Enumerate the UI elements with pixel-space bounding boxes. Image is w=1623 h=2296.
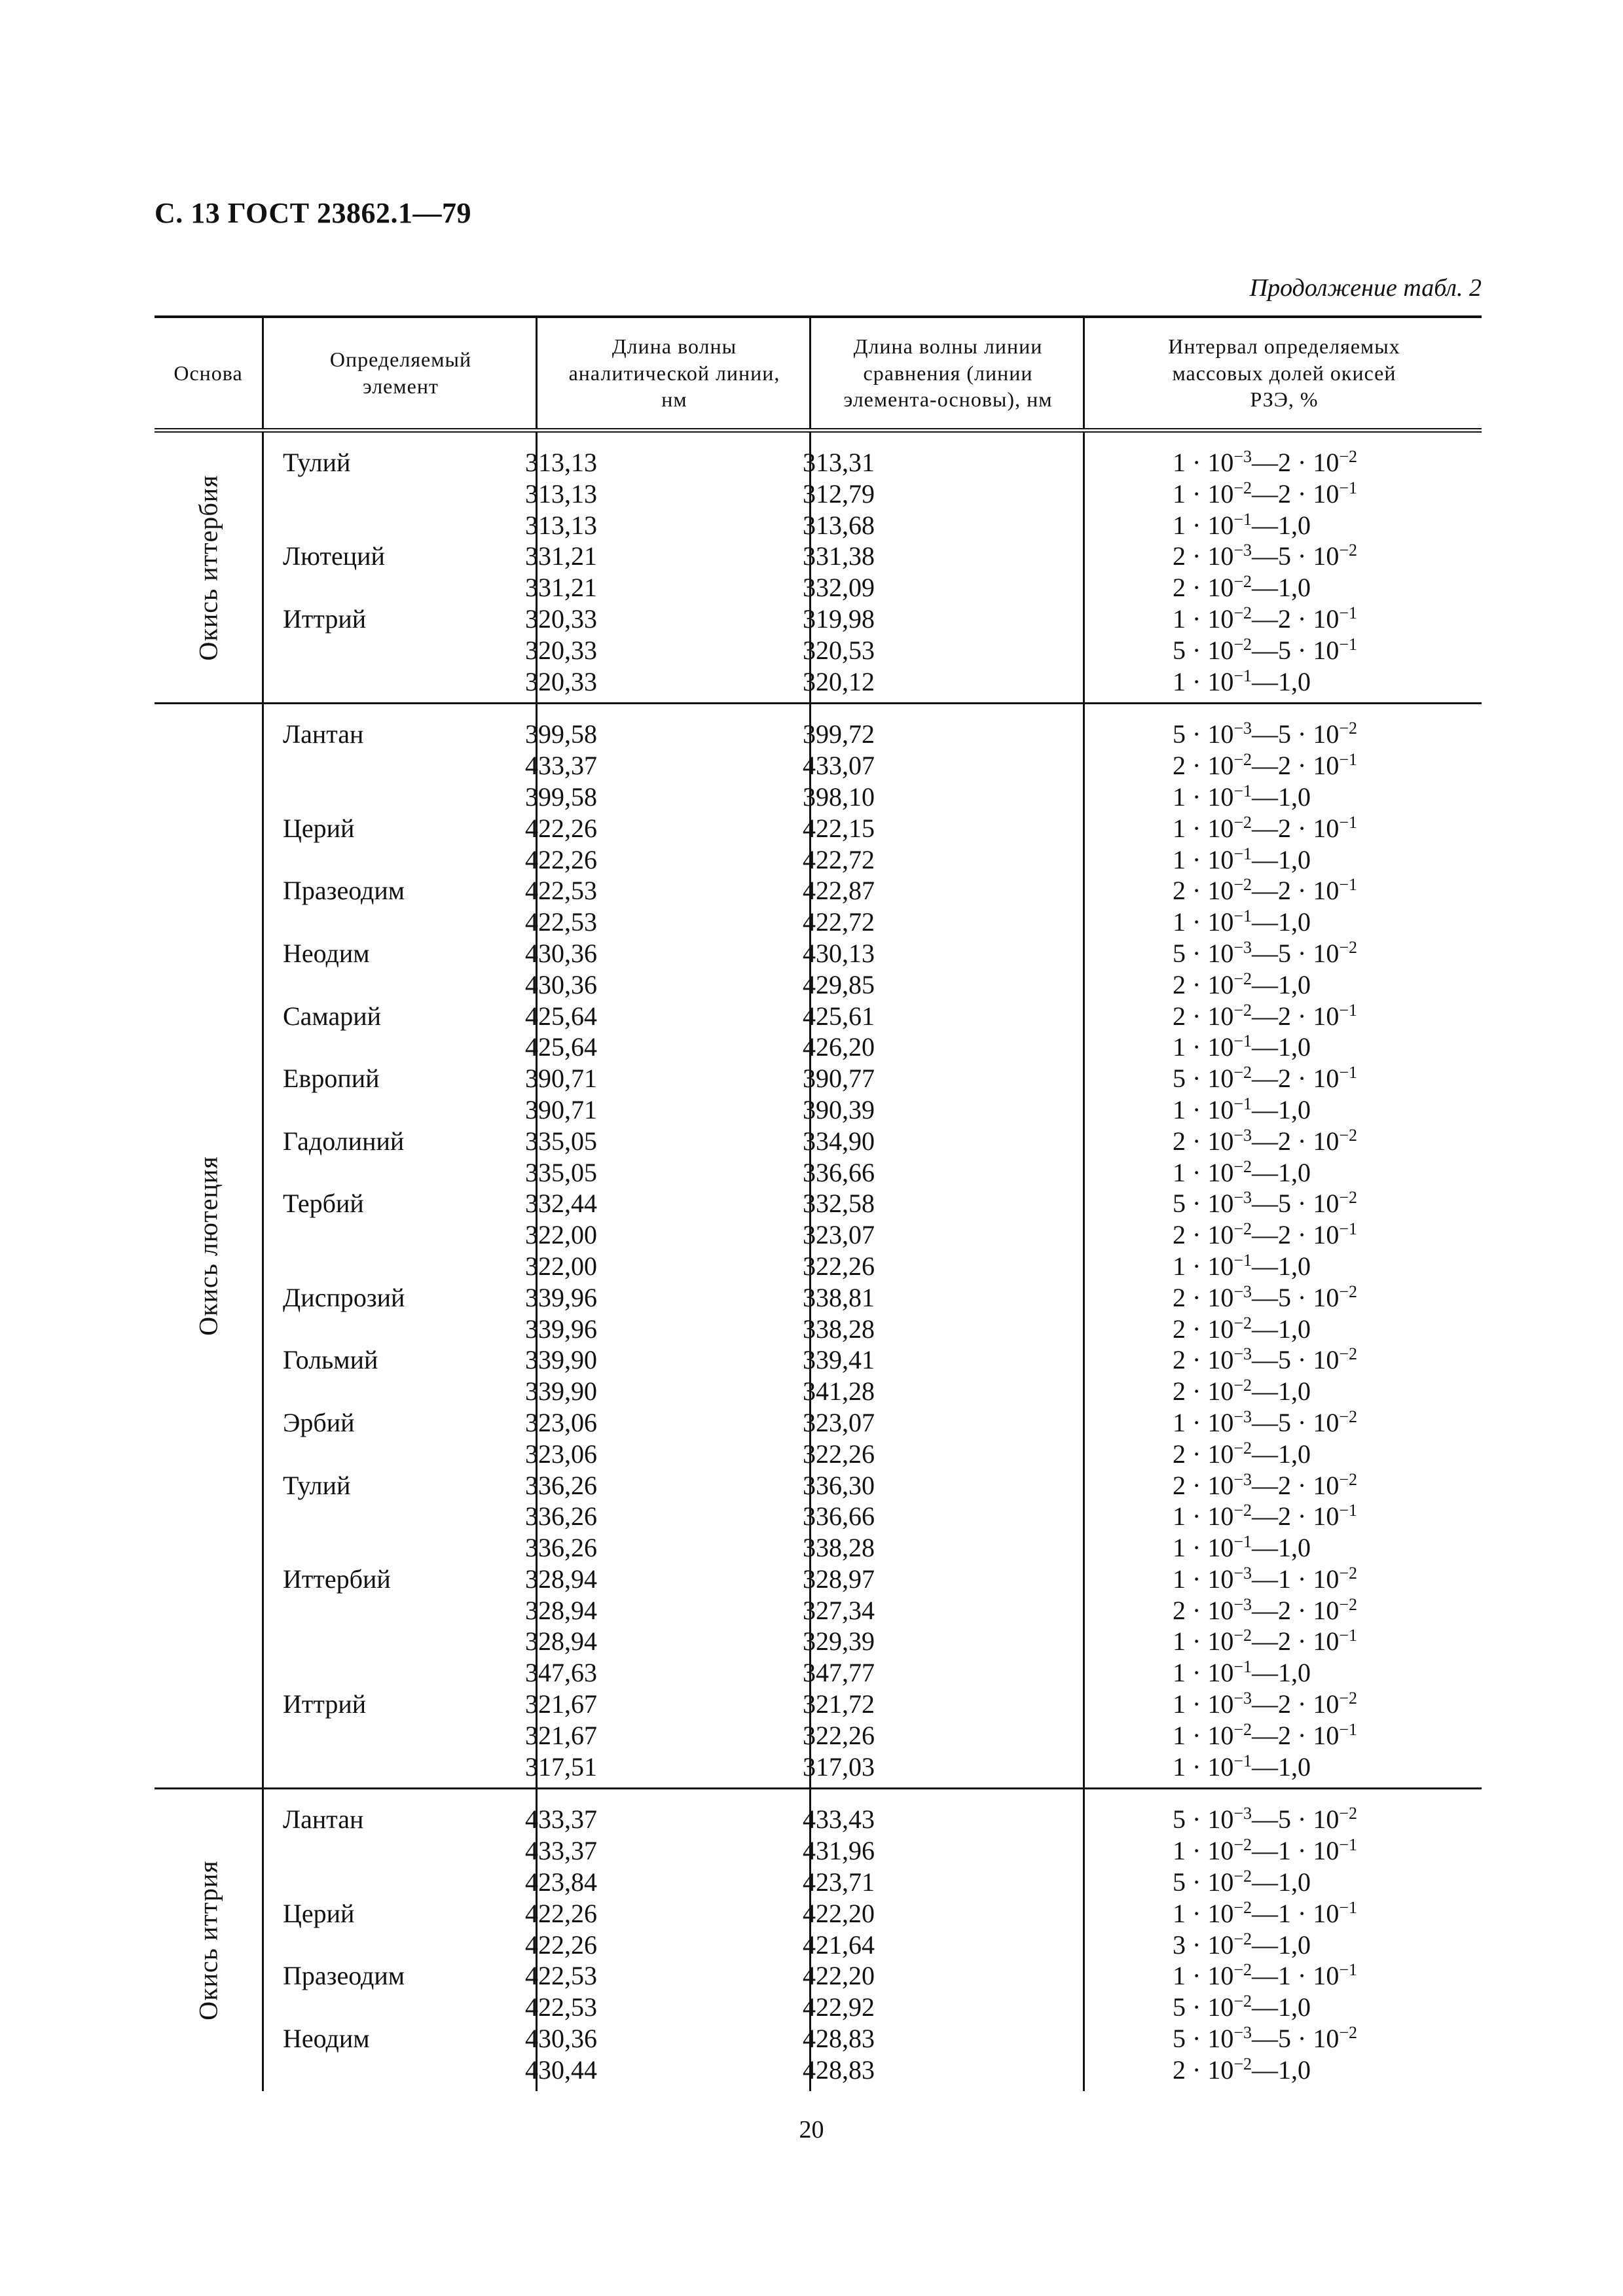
table-row (155, 938, 1482, 969)
interval-cell: $2 \cdot 10^{-2}—2 \cdot 10^{-1}$ (1173, 750, 1357, 781)
base-label-text: Окись лютеция (193, 1156, 223, 1336)
analytical-wavelength-cell: 323,06 (525, 1407, 597, 1437)
comparison-wavelength-cell: 322,26 (803, 1720, 875, 1750)
comparison-wavelength-cell: 336,66 (803, 1501, 875, 1532)
analytical-wavelength-cell: 422,53 (525, 876, 597, 906)
interval-cell: $1 \cdot 10^{-1}—1,0$ (1173, 1751, 1311, 1782)
comparison-wavelength-cell: 338,28 (803, 1533, 875, 1563)
comparison-wavelength-cell: 329,39 (803, 1626, 875, 1657)
interval-cell: $1 \cdot 10^{-2}—2 \cdot 10^{-1}$ (1173, 1626, 1357, 1657)
table-row (155, 1251, 1482, 1282)
comparison-wavelength-cell: 331,38 (803, 541, 875, 571)
comparison-wavelength-cell: 320,53 (803, 635, 875, 665)
analytical-wavelength-cell: 422,53 (525, 907, 597, 937)
table-row (155, 1407, 1482, 1439)
interval-cell: $2 \cdot 10^{-3}—5 \cdot 10^{-2}$ (1173, 1344, 1357, 1375)
interval-cell: $2 \cdot 10^{-2}—1,0$ (1173, 572, 1311, 603)
table-row (155, 541, 1482, 572)
interval-cell: $2 \cdot 10^{-2}—1,0$ (1173, 1313, 1311, 1344)
interval-cell: $1 \cdot 10^{-2}—1 \cdot 10^{-1}$ (1173, 1835, 1357, 1866)
element-cell: Неодим (283, 2024, 370, 2054)
table-row (155, 510, 1482, 541)
interval-cell: $1 \cdot 10^{-2}—2 \cdot 10^{-1}$ (1173, 1719, 1357, 1750)
table-row (155, 572, 1482, 603)
analytical-wavelength-cell: 430,44 (525, 2054, 597, 2085)
comparison-wavelength-cell: 327,34 (803, 1595, 875, 1625)
comparison-wavelength-cell: 336,66 (803, 1157, 875, 1187)
analytical-wavelength-cell: 430,36 (525, 2024, 597, 2054)
comparison-wavelength-cell: 322,26 (803, 1251, 875, 1281)
analytical-wavelength-cell: 422,53 (525, 1992, 597, 2022)
table-row (155, 1094, 1482, 1126)
analytical-wavelength-cell: 423,84 (525, 1867, 597, 1897)
comparison-wavelength-cell: 336,30 (803, 1470, 875, 1500)
comparison-wavelength-cell: 399,72 (803, 719, 875, 749)
table-row (155, 1751, 1482, 1783)
comparison-wavelength-cell: 319,98 (803, 603, 875, 634)
comparison-wavelength-cell: 431,96 (803, 1836, 875, 1866)
analytical-wavelength-cell: 430,36 (525, 938, 597, 968)
table-section (155, 704, 1482, 1789)
analytical-wavelength-cell: 328,94 (525, 1626, 597, 1657)
column-header-interval: Интервал определяемых массовых долей окисей РЗЭ, % (1083, 318, 1484, 428)
interval-cell: $2 \cdot 10^{-2}—2 \cdot 10^{-1}$ (1173, 1000, 1357, 1031)
interval-cell: $5 \cdot 10^{-3}—5 \cdot 10^{-2}$ (1173, 1188, 1357, 1219)
column-header-analytical-wavelength: Длина волны аналитической линии, нм (536, 318, 811, 428)
comparison-wavelength-cell: 338,28 (803, 1314, 875, 1344)
comparison-wavelength-cell: 332,58 (803, 1189, 875, 1219)
table-row (155, 1867, 1482, 1898)
analytical-wavelength-cell: 331,21 (525, 541, 597, 571)
analytical-wavelength-cell: 323,06 (525, 1439, 597, 1469)
interval-cell: $1 \cdot 10^{-2}—1,0$ (1173, 1157, 1311, 1187)
table-row (155, 1720, 1482, 1751)
interval-cell: $1 \cdot 10^{-2}—2 \cdot 10^{-1}$ (1173, 812, 1357, 843)
analytical-wavelength-cell: 322,00 (525, 1220, 597, 1250)
interval-cell: $1 \cdot 10^{-1}—1,0$ (1173, 1031, 1311, 1062)
analytical-wavelength-cell: 313,13 (525, 510, 597, 540)
element-cell: Тербий (283, 1189, 364, 1219)
analytical-wavelength-cell: 347,63 (525, 1658, 597, 1688)
analytical-wavelength-cell: 399,58 (525, 781, 597, 812)
comparison-wavelength-cell: 428,83 (803, 2024, 875, 2054)
table-section (155, 433, 1482, 704)
interval-cell: $1 \cdot 10^{-1}—1,0$ (1173, 1532, 1311, 1563)
analytical-wavelength-cell: 339,96 (525, 1282, 597, 1312)
interval-cell: $2 \cdot 10^{-2}—2 \cdot 10^{-1}$ (1173, 875, 1357, 906)
base-label-text: Окись иттербия (193, 475, 223, 661)
table-row (155, 1376, 1482, 1407)
analytical-wavelength-cell: 320,33 (525, 603, 597, 634)
comparison-wavelength-cell: 423,71 (803, 1867, 875, 1897)
element-cell: Диспрозий (283, 1282, 405, 1312)
comparison-wavelength-cell: 313,31 (803, 448, 875, 477)
table-row (155, 1126, 1482, 1157)
comparison-wavelength-cell: 422,87 (803, 876, 875, 906)
analytical-wavelength-cell: 339,96 (525, 1314, 597, 1344)
table-row (155, 1344, 1482, 1376)
interval-cell: $1 \cdot 10^{-1}—1,0$ (1173, 906, 1311, 937)
comparison-wavelength-cell: 429,85 (803, 969, 875, 999)
comparison-wavelength-cell: 430,13 (803, 938, 875, 968)
table-row (155, 2023, 1482, 2054)
interval-cell: $1 \cdot 10^{-2}—1 \cdot 10^{-1}$ (1173, 1960, 1357, 1991)
element-cell: Иттрий (283, 1689, 367, 1719)
element-cell: Празеодим (283, 876, 405, 906)
comparison-wavelength-cell: 321,72 (803, 1689, 875, 1719)
interval-cell: $1 \cdot 10^{-1}—1,0$ (1173, 1250, 1311, 1281)
analytical-wavelength-cell: 399,58 (525, 719, 597, 749)
data-table (155, 315, 1482, 2091)
interval-cell: $1 \cdot 10^{-1}—1,0$ (1173, 781, 1311, 812)
base-label-text: Окись иттрия (193, 1860, 223, 2020)
interval-cell: $2 \cdot 10^{-3}—2 \cdot 10^{-2}$ (1173, 1469, 1357, 1500)
comparison-wavelength-cell: 422,72 (803, 907, 875, 937)
comparison-wavelength-cell: 398,10 (803, 781, 875, 812)
analytical-wavelength-cell: 328,94 (525, 1595, 597, 1625)
comparison-wavelength-cell: 422,72 (803, 844, 875, 874)
interval-cell: $1 \cdot 10^{-2}—2 \cdot 10^{-1}$ (1173, 603, 1357, 634)
table-row (155, 1532, 1482, 1564)
column-header-base: Основа (173, 361, 243, 385)
interval-cell: $5 \cdot 10^{-3}—5 \cdot 10^{-2}$ (1173, 937, 1357, 968)
table-row (155, 1157, 1482, 1189)
table-row (155, 1188, 1482, 1219)
element-cell: Гадолиний (283, 1126, 405, 1156)
table-row (155, 1689, 1482, 1720)
table-row (155, 1501, 1482, 1532)
element-cell: Церий (283, 1898, 355, 1928)
analytical-wavelength-cell: 320,33 (525, 666, 597, 696)
table-row (155, 1835, 1482, 1867)
element-cell: Лантан (283, 719, 364, 749)
comparison-wavelength-cell: 322,26 (803, 1439, 875, 1469)
table-row (155, 478, 1482, 510)
table-row (155, 666, 1482, 698)
table-header (155, 315, 1482, 433)
element-cell: Гольмий (283, 1345, 378, 1375)
table-row (155, 1657, 1482, 1689)
page-header: С. 13 ГОСТ 23862.1—79 (155, 197, 472, 229)
analytical-wavelength-cell: 422,53 (525, 1961, 597, 1991)
interval-cell: $5 \cdot 10^{-3}—5 \cdot 10^{-2}$ (1173, 2023, 1357, 2054)
analytical-wavelength-cell: 422,26 (525, 844, 597, 874)
analytical-wavelength-cell: 317,51 (525, 1751, 597, 1782)
table-row (155, 1063, 1482, 1094)
element-cell: Неодим (283, 938, 370, 968)
table-row (155, 750, 1482, 781)
analytical-wavelength-cell: 430,36 (525, 969, 597, 999)
element-cell: Самарий (283, 1001, 382, 1031)
table-row (155, 1470, 1482, 1501)
comparison-wavelength-cell: 334,90 (803, 1126, 875, 1156)
interval-cell: $2 \cdot 10^{-3}—2 \cdot 10^{-2}$ (1173, 1594, 1357, 1625)
analytical-wavelength-cell: 422,26 (525, 1929, 597, 1960)
interval-cell: $2 \cdot 10^{-2}—2 \cdot 10^{-1}$ (1173, 1219, 1357, 1250)
element-cell: Церий (283, 813, 355, 843)
table-row (155, 1804, 1482, 1835)
table-row (155, 1564, 1482, 1595)
table-row (155, 603, 1482, 635)
table-row (155, 635, 1482, 666)
interval-cell: $5 \cdot 10^{-2}—5 \cdot 10^{-1}$ (1173, 634, 1357, 665)
element-cell: Лютеций (283, 541, 385, 571)
comparison-wavelength-cell: 328,97 (803, 1564, 875, 1594)
analytical-wavelength-cell: 321,67 (525, 1720, 597, 1750)
interval-cell: $1 \cdot 10^{-2}—1 \cdot 10^{-1}$ (1173, 1897, 1357, 1928)
element-cell: Лантан (283, 1804, 364, 1835)
interval-cell: $5 \cdot 10^{-2}—2 \cdot 10^{-1}$ (1173, 1063, 1357, 1094)
table-section (155, 1789, 1482, 2090)
analytical-wavelength-cell: 321,67 (525, 1689, 597, 1719)
comparison-wavelength-cell: 312,79 (803, 478, 875, 509)
analytical-wavelength-cell: 322,00 (525, 1251, 597, 1281)
table-row (155, 1219, 1482, 1251)
comparison-wavelength-cell: 338,81 (803, 1282, 875, 1312)
analytical-wavelength-cell: 336,26 (525, 1470, 597, 1500)
interval-cell: $3 \cdot 10^{-2}—1,0$ (1173, 1929, 1311, 1960)
interval-cell: $5 \cdot 10^{-3}—5 \cdot 10^{-2}$ (1173, 1804, 1357, 1835)
comparison-wavelength-cell: 390,77 (803, 1064, 875, 1094)
comparison-wavelength-cell: 421,64 (803, 1929, 875, 1960)
analytical-wavelength-cell: 336,26 (525, 1533, 597, 1563)
analytical-wavelength-cell: 339,90 (525, 1376, 597, 1407)
interval-cell: $2 \cdot 10^{-2}—1,0$ (1173, 2054, 1311, 2085)
interval-cell: $1 \cdot 10^{-1}—1,0$ (1173, 844, 1311, 874)
interval-cell: $2 \cdot 10^{-2}—1,0$ (1173, 969, 1311, 999)
analytical-wavelength-cell: 320,33 (525, 635, 597, 665)
comparison-wavelength-cell: 313,68 (803, 510, 875, 540)
analytical-wavelength-cell: 313,13 (525, 478, 597, 509)
interval-cell: $1 \cdot 10^{-1}—1,0$ (1173, 1657, 1311, 1688)
comparison-wavelength-cell: 323,07 (803, 1220, 875, 1250)
analytical-wavelength-cell: 313,13 (525, 448, 597, 477)
table-row (155, 1282, 1482, 1314)
analytical-wavelength-cell: 433,37 (525, 751, 597, 781)
table-row (155, 844, 1482, 876)
analytical-wavelength-cell: 425,64 (525, 1032, 597, 1062)
analytical-wavelength-cell: 390,71 (525, 1064, 597, 1094)
table-row (155, 1314, 1482, 1345)
comparison-wavelength-cell: 422,15 (803, 813, 875, 843)
analytical-wavelength-cell: 332,44 (525, 1189, 597, 1219)
comparison-wavelength-cell: 422,20 (803, 1898, 875, 1928)
comparison-wavelength-cell: 347,77 (803, 1658, 875, 1688)
comparison-wavelength-cell: 339,41 (803, 1345, 875, 1375)
element-cell: Тулий (283, 1470, 351, 1500)
page-number: 20 (799, 2116, 824, 2144)
table-row (155, 1626, 1482, 1657)
interval-cell: $2 \cdot 10^{-3}—2 \cdot 10^{-2}$ (1173, 1125, 1357, 1156)
table-row (155, 2054, 1482, 2086)
comparison-wavelength-cell: 390,39 (803, 1094, 875, 1124)
comparison-wavelength-cell: 422,20 (803, 1961, 875, 1991)
comparison-wavelength-cell: 323,07 (803, 1407, 875, 1437)
comparison-wavelength-cell: 426,20 (803, 1032, 875, 1062)
analytical-wavelength-cell: 328,94 (525, 1564, 597, 1594)
table-row (155, 1992, 1482, 2023)
table-row (155, 1001, 1482, 1032)
table-row (155, 447, 1482, 478)
interval-cell: $1 \cdot 10^{-2}—2 \cdot 10^{-1}$ (1173, 1501, 1357, 1532)
element-cell: Празеодим (283, 1961, 405, 1991)
interval-cell: $5 \cdot 10^{-3}—5 \cdot 10^{-2}$ (1173, 719, 1357, 749)
table-continuation-label: Продолжение табл. 2 (1249, 274, 1482, 302)
interval-cell: $1 \cdot 10^{-1}—1,0$ (1173, 1094, 1311, 1124)
element-cell: Тулий (283, 448, 351, 477)
comparison-wavelength-cell: 433,07 (803, 751, 875, 781)
analytical-wavelength-cell: 425,64 (525, 1001, 597, 1031)
table-row (155, 906, 1482, 938)
column-header-comparison-wavelength: Длина волны линии сравнения (линии элемента-основы), нм (809, 318, 1085, 428)
table-row (155, 875, 1482, 906)
interval-cell: $1 \cdot 10^{-1}—1,0$ (1173, 509, 1311, 540)
analytical-wavelength-cell: 433,37 (525, 1804, 597, 1835)
table-row (155, 1031, 1482, 1063)
element-cell: Иттрий (283, 603, 367, 634)
analytical-wavelength-cell: 422,26 (525, 1898, 597, 1928)
table-row (155, 781, 1482, 813)
element-cell: Эрбий (283, 1407, 355, 1437)
element-cell: Иттербий (283, 1564, 391, 1594)
table-row (155, 1960, 1482, 1992)
table-row (155, 1898, 1482, 1929)
interval-cell: $1 \cdot 10^{-2}—2 \cdot 10^{-1}$ (1173, 478, 1357, 509)
comparison-wavelength-cell: 332,09 (803, 573, 875, 603)
table-row (155, 813, 1482, 844)
analytical-wavelength-cell: 335,05 (525, 1126, 597, 1156)
comparison-wavelength-cell: 320,12 (803, 666, 875, 696)
comparison-wavelength-cell: 433,43 (803, 1804, 875, 1835)
interval-cell: $1 \cdot 10^{-3}—1 \cdot 10^{-2}$ (1173, 1563, 1357, 1594)
interval-cell: $5 \cdot 10^{-2}—1,0$ (1173, 1992, 1311, 2022)
interval-cell: $1 \cdot 10^{-1}—1,0$ (1173, 666, 1311, 696)
table-row (155, 1439, 1482, 1470)
interval-cell: $1 \cdot 10^{-3}—2 \cdot 10^{-2}$ (1173, 1689, 1357, 1719)
interval-cell: $2 \cdot 10^{-2}—1,0$ (1173, 1376, 1311, 1407)
analytical-wavelength-cell: 336,26 (525, 1501, 597, 1532)
interval-cell: $2 \cdot 10^{-3}—5 \cdot 10^{-2}$ (1173, 1282, 1357, 1312)
table-row (155, 719, 1482, 750)
table-row (155, 969, 1482, 1001)
comparison-wavelength-cell: 428,83 (803, 2054, 875, 2085)
column-header-element: Определяемый элемент (262, 318, 538, 428)
analytical-wavelength-cell: 422,26 (525, 813, 597, 843)
comparison-wavelength-cell: 341,28 (803, 1376, 875, 1407)
interval-cell: $5 \cdot 10^{-2}—1,0$ (1173, 1867, 1311, 1897)
interval-cell: $2 \cdot 10^{-2}—1,0$ (1173, 1438, 1311, 1469)
comparison-wavelength-cell: 425,61 (803, 1001, 875, 1031)
analytical-wavelength-cell: 339,90 (525, 1345, 597, 1375)
analytical-wavelength-cell: 390,71 (525, 1094, 597, 1124)
comparison-wavelength-cell: 422,92 (803, 1992, 875, 2022)
interval-cell: $1 \cdot 10^{-3}—2 \cdot 10^{-2}$ (1173, 447, 1357, 477)
table-row (155, 1929, 1482, 1961)
table-body (155, 433, 1482, 2091)
comparison-wavelength-cell: 317,03 (803, 1751, 875, 1782)
interval-cell: $2 \cdot 10^{-3}—5 \cdot 10^{-2}$ (1173, 541, 1357, 571)
interval-cell: $1 \cdot 10^{-3}—5 \cdot 10^{-2}$ (1173, 1407, 1357, 1437)
analytical-wavelength-cell: 335,05 (525, 1157, 597, 1187)
analytical-wavelength-cell: 331,21 (525, 573, 597, 603)
table-row (155, 1595, 1482, 1626)
analytical-wavelength-cell: 433,37 (525, 1836, 597, 1866)
element-cell: Европий (283, 1064, 380, 1094)
